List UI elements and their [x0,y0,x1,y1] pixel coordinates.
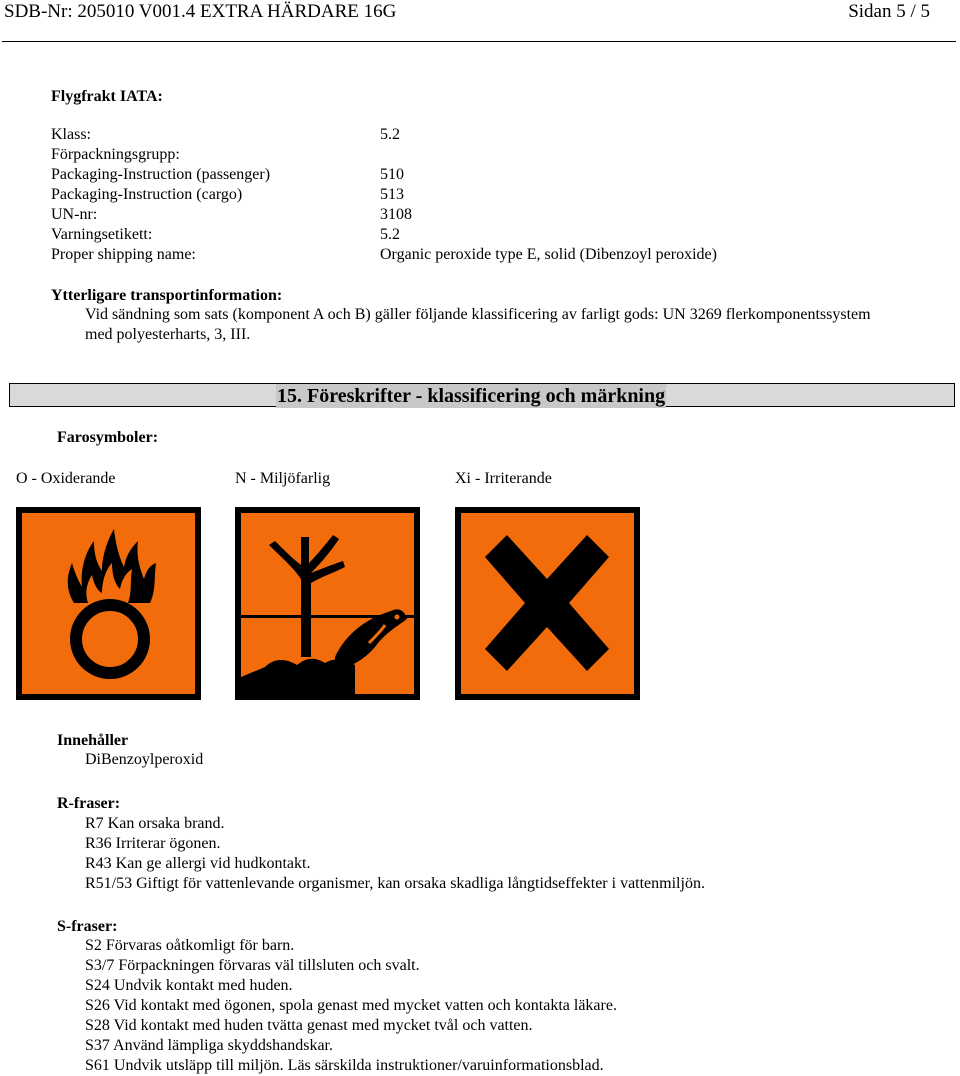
irritant-icon [455,507,640,700]
s-phrase: S24 Undvik kontakt med huden. [85,977,293,994]
s-phrases-list [85,936,617,1076]
r-phrases-list [85,814,705,894]
s-phrase: S26 Vid kontakt med ögonen, spola genast med mycket vatten och kontakta läkare. [85,997,617,1014]
symbol-label-irritant: Xi - Irriterande [455,470,552,487]
r-phrase: R36 Irriterar ögonen. [85,835,221,852]
oxidizing-icon [16,507,201,700]
document-header: SDB-Nr: 205010 V001.4 EXTRA HÄRDARE 16G [4,1,397,22]
r-phrases-title: R-fraser: [57,795,121,812]
air-transport-title: Flygfrakt IATA: [51,88,163,105]
section-15-title: 15. Föreskrifter - klassificering och märkning [277,385,666,407]
symbol-label-oxidizing: O - Oxiderande [16,470,116,487]
field-label-class: Klass: [51,126,91,143]
field-label-warning-label: Varningsetikett: [51,226,153,243]
s-phrase: S3/7 Förpackningen förvaras väl tillsluten och svalt. [85,957,420,974]
field-label-pi-passenger: Packaging-Instruction (passenger) [51,166,271,183]
contains-title: Innehåller [57,732,129,749]
s-phrase: S37 Använd lämpliga skyddshandskar. [85,1037,333,1054]
field-value-warning-label: 5.2 [380,226,400,243]
extra-transport-line-1: Vid sändning som sats (komponent A och B) gäller följande klassificering av farligt gods: UN 3269 flerkomponentssystem [85,306,871,323]
environment-icon [235,507,420,700]
field-label-pi-cargo: Packaging-Instruction (cargo) [51,186,243,203]
field-label-un-number: UN-nr: [51,206,98,223]
header-rule [2,41,956,42]
field-value-class: 5.2 [380,126,400,143]
field-value-pi-passenger: 510 [380,166,404,183]
extra-transport-line-2: med polyesterharts, 3, III. [85,326,251,343]
s-phrase: S61 Undvik utsläpp till miljön. Läs särskilda instruktioner/varuinformationsblad. [85,1057,604,1074]
s-phrases-title: S-fraser: [57,918,118,935]
contains-value: DiBenzoylperoxid [85,751,204,768]
page-number: Sidan 5 / 5 [848,1,930,22]
r-phrase: R7 Kan orsaka brand. [85,815,225,832]
symbol-label-environment: N - Miljöfarlig [235,470,331,487]
field-label-packing-group: Förpackningsgrupp: [51,146,180,163]
r-phrase: R43 Kan ge allergi vid hudkontakt. [85,855,311,872]
r-phrase: R51/53 Giftigt för vattenlevande organismer, kan orsaka skadliga långtidseffekter i vattenmiljön. [85,875,705,892]
field-value-un-number: 3108 [380,206,412,223]
field-value-shipping-name: Organic peroxide type E, solid (Dibenzoyl peroxide) [380,246,717,263]
hazard-symbols-label: Farosymboler: [57,429,159,446]
field-label-shipping-name: Proper shipping name: [51,246,196,263]
field-value-pi-cargo: 513 [380,186,404,203]
extra-transport-title: Ytterligare transportinformation: [51,287,283,304]
s-phrase: S2 Förvaras oåtkomligt för barn. [85,937,295,954]
s-phrase: S28 Vid kontakt med huden tvätta genast med mycket tvål och vatten. [85,1017,533,1034]
